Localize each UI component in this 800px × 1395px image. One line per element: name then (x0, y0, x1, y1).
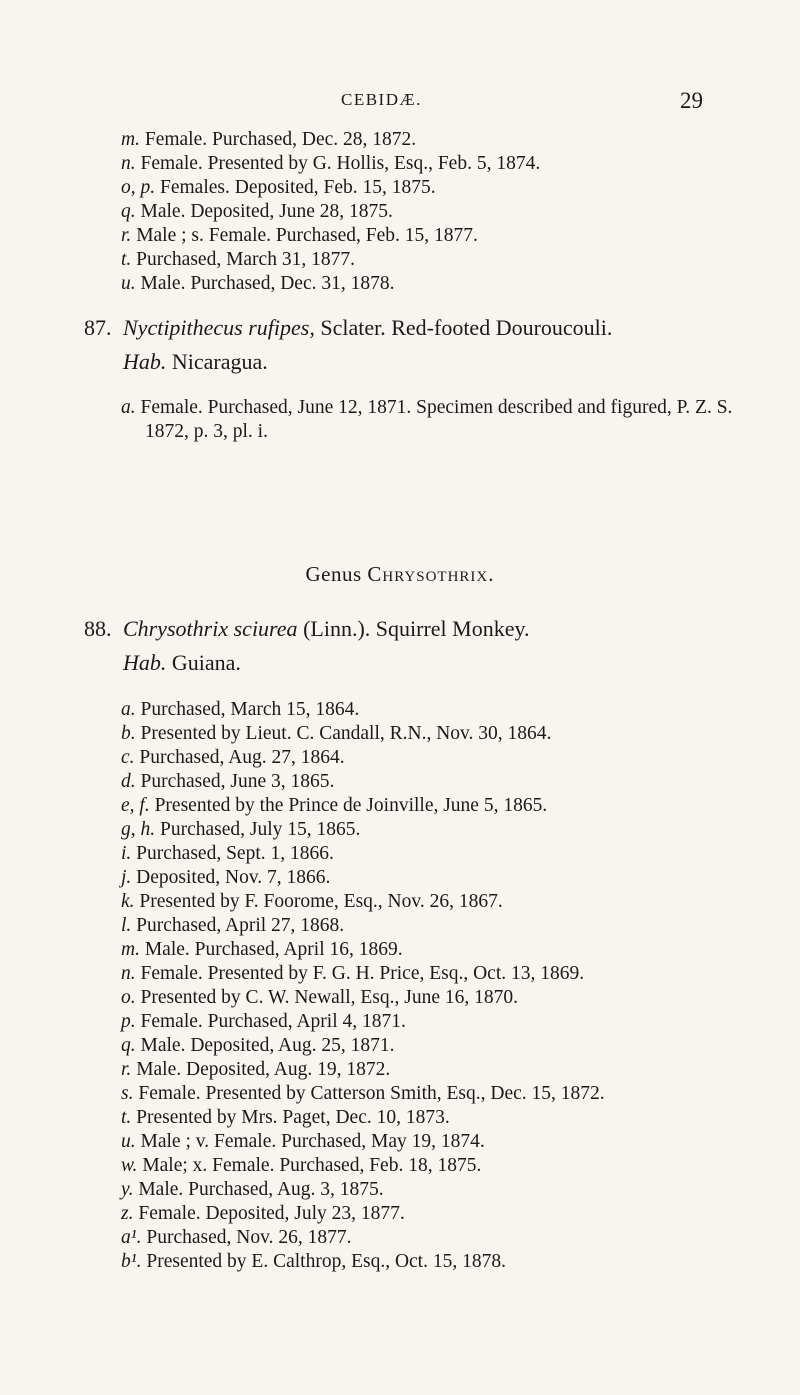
list-item: c. Purchased, Aug. 27, 1864. (121, 747, 345, 768)
list-item: d. Purchased, June 3, 1865. (121, 771, 335, 792)
list-item: n. Female. Presented by F. G. H. Price, Esq., Oct. 13, 1869. (121, 963, 585, 984)
list-item: a¹. Purchased, Nov. 26, 1877. (121, 1227, 352, 1248)
list-item: q. Male. Deposited, June 28, 1875. (121, 201, 393, 222)
list-item: i. Purchased, Sept. 1, 1866. (121, 843, 334, 864)
list-item: n. Female. Presented by G. Hollis, Esq., Feb. 5, 1874. (121, 153, 541, 174)
species-87-heading: 87. Nyctipithecus rufipes, Sclater. Red-footed Douroucouli. (84, 315, 613, 340)
list-item: o. Presented by C. W. Newall, Esq., June 16, 1870. (121, 987, 519, 1008)
species-88-entries (121, 698, 761, 1274)
list-item: p. Female. Purchased, April 4, 1871. (121, 1011, 406, 1032)
list-item: q. Male. Deposited, Aug. 25, 1871. (121, 1035, 395, 1056)
list-item: e, f. Presented by the Prince de Joinville, June 5, 1865. (121, 795, 548, 816)
running-head (0, 88, 800, 118)
list-item: m. Female. Purchased, Dec. 28, 1872. (121, 129, 417, 150)
genus-heading: Genus Chrysothrix. (305, 562, 495, 586)
list-item: b. Presented by Lieut. C. Candall, R.N., Nov. 30, 1864. (121, 723, 552, 744)
list-item: s. Female. Presented by Catterson Smith, Esq., Dec. 15, 1872. (121, 1083, 605, 1104)
list-item: r. Male ; s. Female. Purchased, Feb. 15, 1877. (121, 225, 478, 246)
list-item: t. Purchased, March 31, 1877. (121, 249, 355, 270)
species-87-entries (121, 396, 761, 444)
list-item: o, p. Females. Deposited, Feb. 15, 1875. (121, 177, 436, 198)
list-item: j. Deposited, Nov. 7, 1866. (121, 867, 331, 888)
running-title: CEBIDÆ. (341, 90, 422, 109)
list-item: w. Male; x. Female. Purchased, Feb. 18, 1875. (121, 1155, 482, 1176)
species-88-heading: 88. Chrysothrix sciurea (Linn.). Squirrel Monkey. (84, 616, 530, 641)
list-item: y. Male. Purchased, Aug. 3, 1875. (121, 1179, 384, 1200)
list-item: u. Male ; v. Female. Purchased, May 19, 1874. (121, 1131, 485, 1152)
entry-list-continued (121, 128, 761, 296)
list-item: r. Male. Deposited, Aug. 19, 1872. (121, 1059, 391, 1080)
list-item: z. Female. Deposited, July 23, 1877. (121, 1203, 405, 1224)
species-87-habitat: Hab. Nicaragua. (123, 349, 268, 374)
page-number: 29 (680, 88, 703, 113)
list-item: l. Purchased, April 27, 1868. (121, 915, 345, 936)
list-item: u. Male. Purchased, Dec. 31, 1878. (121, 273, 395, 294)
scientific-name: Nyctipithecus rufipes, (123, 315, 315, 340)
list-item: a. Female. Purchased, June 12, 1871. Specimen described and figured, P. Z. S. 1872, p. 3, pl. i. (121, 397, 733, 442)
list-item: b¹. Presented by E. Calthrop, Esq., Oct. 15, 1878. (121, 1251, 506, 1272)
list-item: g, h. Purchased, July 15, 1865. (121, 819, 361, 840)
scientific-name: Chrysothrix sciurea (123, 616, 298, 641)
list-item: t. Presented by Mrs. Paget, Dec. 10, 1873. (121, 1107, 450, 1128)
list-item: a. Purchased, March 15, 1864. (121, 699, 360, 720)
list-item: m. Male. Purchased, April 16, 1869. (121, 939, 403, 960)
list-item: k. Presented by F. Foorome, Esq., Nov. 26, 1867. (121, 891, 503, 912)
species-88-habitat: Hab. Guiana. (123, 650, 241, 675)
